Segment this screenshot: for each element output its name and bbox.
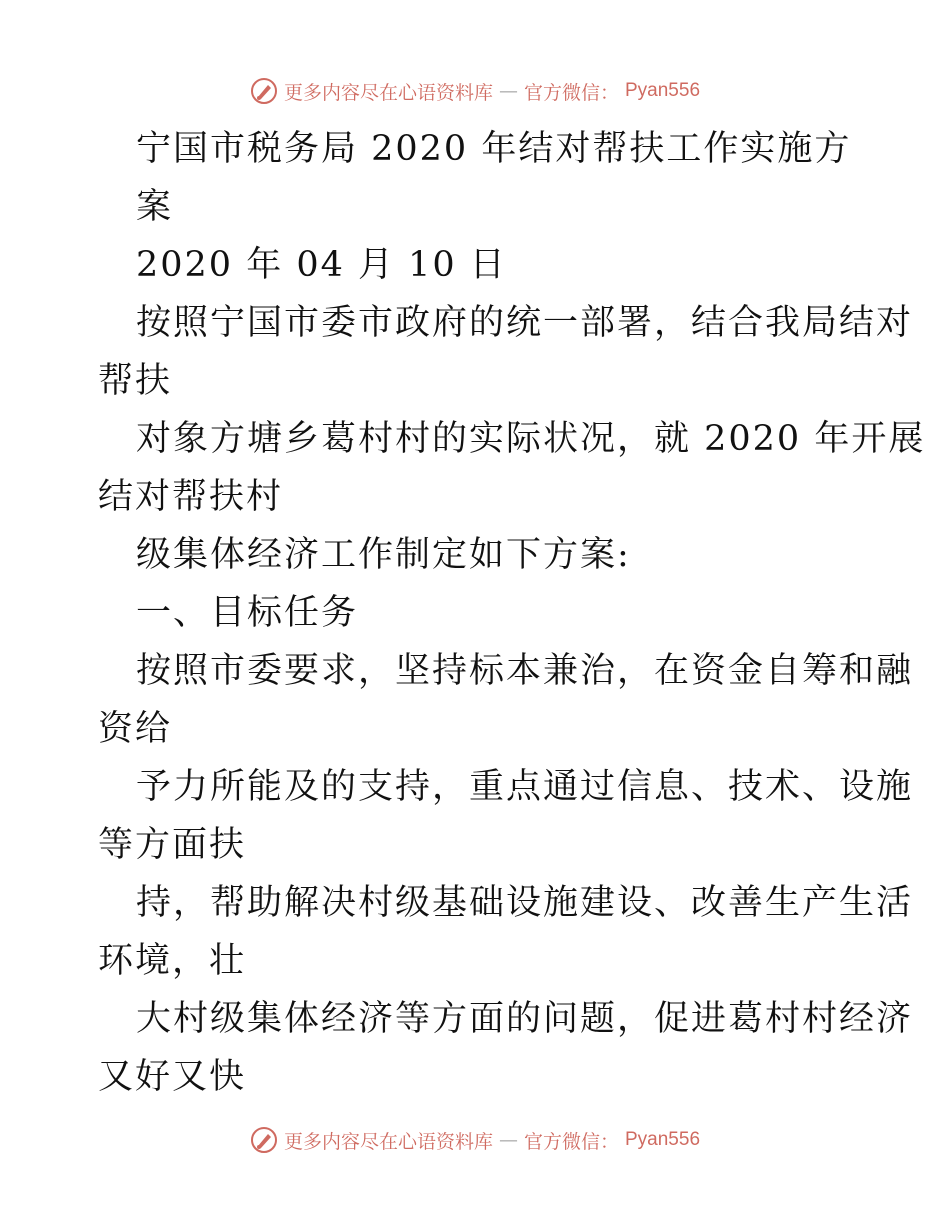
paragraph-line: 持，帮助解决村级基础设施建设、改善生产生活 — [136, 883, 914, 923]
doc-date: 2020 年 04 月 10 日 — [136, 245, 507, 285]
paragraph-line: 大村级集体经济等方面的问题，促进葛村村经济 — [136, 999, 914, 1039]
paragraph-line: 环境，壮 — [98, 941, 247, 981]
watermark-banner-bottom — [0, 1120, 950, 1160]
document-body — [98, 120, 926, 1106]
watermark-separator: — — [498, 1129, 518, 1151]
watermark-wechat-id: Pyan556 — [625, 80, 701, 101]
watermark-wechat-label: 官方微信： — [523, 1130, 619, 1153]
section-heading: 一、目标任务 — [136, 593, 359, 633]
pen-logo-icon — [250, 77, 278, 105]
paragraph-line: 按照宁国市委市政府的统一部署，结合我局结对 — [136, 303, 914, 343]
watermark-text: 更多内容尽在心语资料库 — [283, 1130, 493, 1153]
paragraph-line: 级集体经济工作制定如下方案: — [136, 535, 631, 575]
paragraph-line: 结对帮扶村 — [98, 477, 284, 517]
paragraph-line: 资给 — [98, 709, 173, 749]
doc-title-line-2: 案 — [136, 187, 174, 227]
pen-logo-icon — [250, 1126, 278, 1154]
watermark-banner-top — [0, 71, 950, 111]
watermark-wechat-id: Pyan556 — [625, 1129, 701, 1150]
watermark-wechat-label: 官方微信： — [523, 81, 619, 104]
paragraph-line: 予力所能及的支持，重点通过信息、技术、设施 — [136, 767, 914, 807]
paragraph-line: 又好又快 — [98, 1057, 247, 1097]
paragraph-line: 帮扶 — [98, 361, 173, 401]
paragraph-line: 按照市委要求，坚持标本兼治，在资金自筹和融 — [136, 651, 914, 691]
paragraph-line: 等方面扶 — [98, 825, 247, 865]
watermark-text: 更多内容尽在心语资料库 — [283, 81, 493, 104]
doc-title-line-1: 宁国市税务局 2020 年结对帮扶工作实施方 — [136, 129, 852, 169]
paragraph-line: 对象方塘乡葛村村的实际状况，就 2020 年开展 — [136, 419, 926, 459]
watermark-separator: — — [498, 80, 518, 102]
